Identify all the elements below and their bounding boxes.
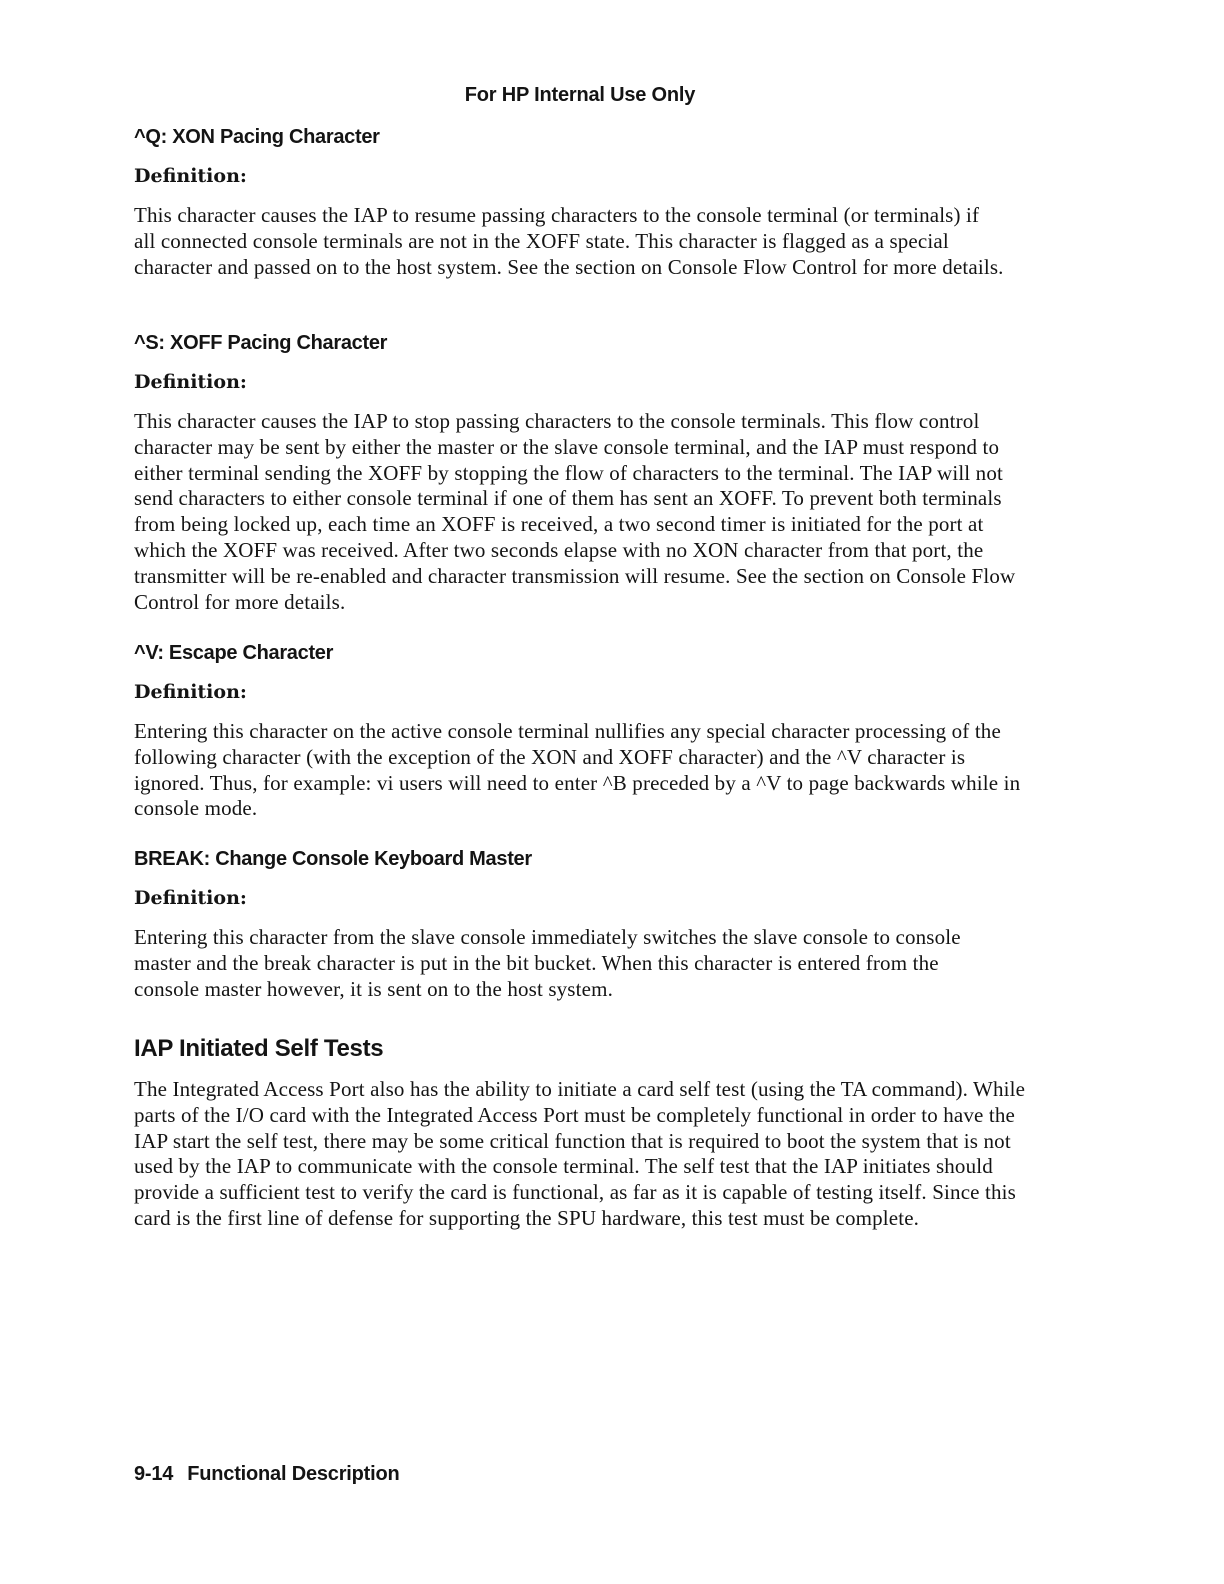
section-heading-xon: ^Q: XON Pacing Character (134, 126, 380, 148)
definition-label-escape: Definition: (134, 681, 247, 703)
section-body-xoff: This character causes the IAP to stop passing characters to the console terminals. This flow control character may be sent by either the master or the slave console terminal, and the IAP must respond to either terminal sending the XOFF by stopping the flow of characters to the terminal. The IAP will not send characters to either console terminal if one of them has sent an XOFF. To prevent both terminals from being locked up, each time an XOFF is received, a two second timer is initiated for the port at which the XOFF was received. After two seconds elapse with no XON character from that port, the transmitter will be re-enabled and character transmission will resume. See the section on Console Flow Control for more details. (134, 409, 1016, 614)
section-heading-xoff: ^S: XOFF Pacing Character (134, 332, 388, 354)
definition-label-break: Definition: (134, 887, 247, 909)
section-body-escape: Entering this character on the active console terminal nullifies any special character processing of the following character (with the exception of the XON and XOFF character) and the ^V character is ignored. Thus, for example: vi users will need to enter ^B preceded by a ^V to page backwards while in console mode. (134, 719, 1021, 821)
section-heading-break: BREAK: Change Console Keyboard Master (134, 848, 532, 870)
self-tests-heading: IAP Initiated Self Tests (134, 1035, 384, 1062)
section-heading-escape: ^V: Escape Character (134, 642, 334, 664)
definition-label-xoff: Definition: (134, 371, 247, 393)
section-body-xon: This character causes the IAP to resume passing characters to the console terminal (or terminals) if all connected console terminals are not in the XOFF state. This character is flagged as a special character and passed on to the host system. See the section on Console Flow Control for more details. (134, 203, 1004, 279)
self-tests-body: The Integrated Access Port also has the ability to initiate a card self test (using the TA command). While parts of the I/O card with the Integrated Access Port must be completely functional in order to have the IAP start the self test, there may be some critical function that is required to boot the system that is not used by the IAP to communicate with the console terminal. The self test that the IAP initiates should provide a sufficient test to verify the card is functional, as far as it is capable of testing itself. Since this card is the first line of defense for supporting the SPU hardware, this test must be complete. (134, 1077, 1026, 1230)
page-footer (134, 1463, 400, 1486)
internal-use-banner: For HP Internal Use Only (464, 84, 696, 106)
definition-label-xon: Definition: (134, 165, 247, 187)
section-body-break: Entering this character from the slave console immediately switches the slave console to console master and the break character is put in the bit bucket. When this character is entered from the console master however, it is sent on to the host system. (134, 925, 961, 1001)
chapter-title: Functional Description (187, 1463, 400, 1485)
page-number: 9-14 (134, 1463, 174, 1485)
